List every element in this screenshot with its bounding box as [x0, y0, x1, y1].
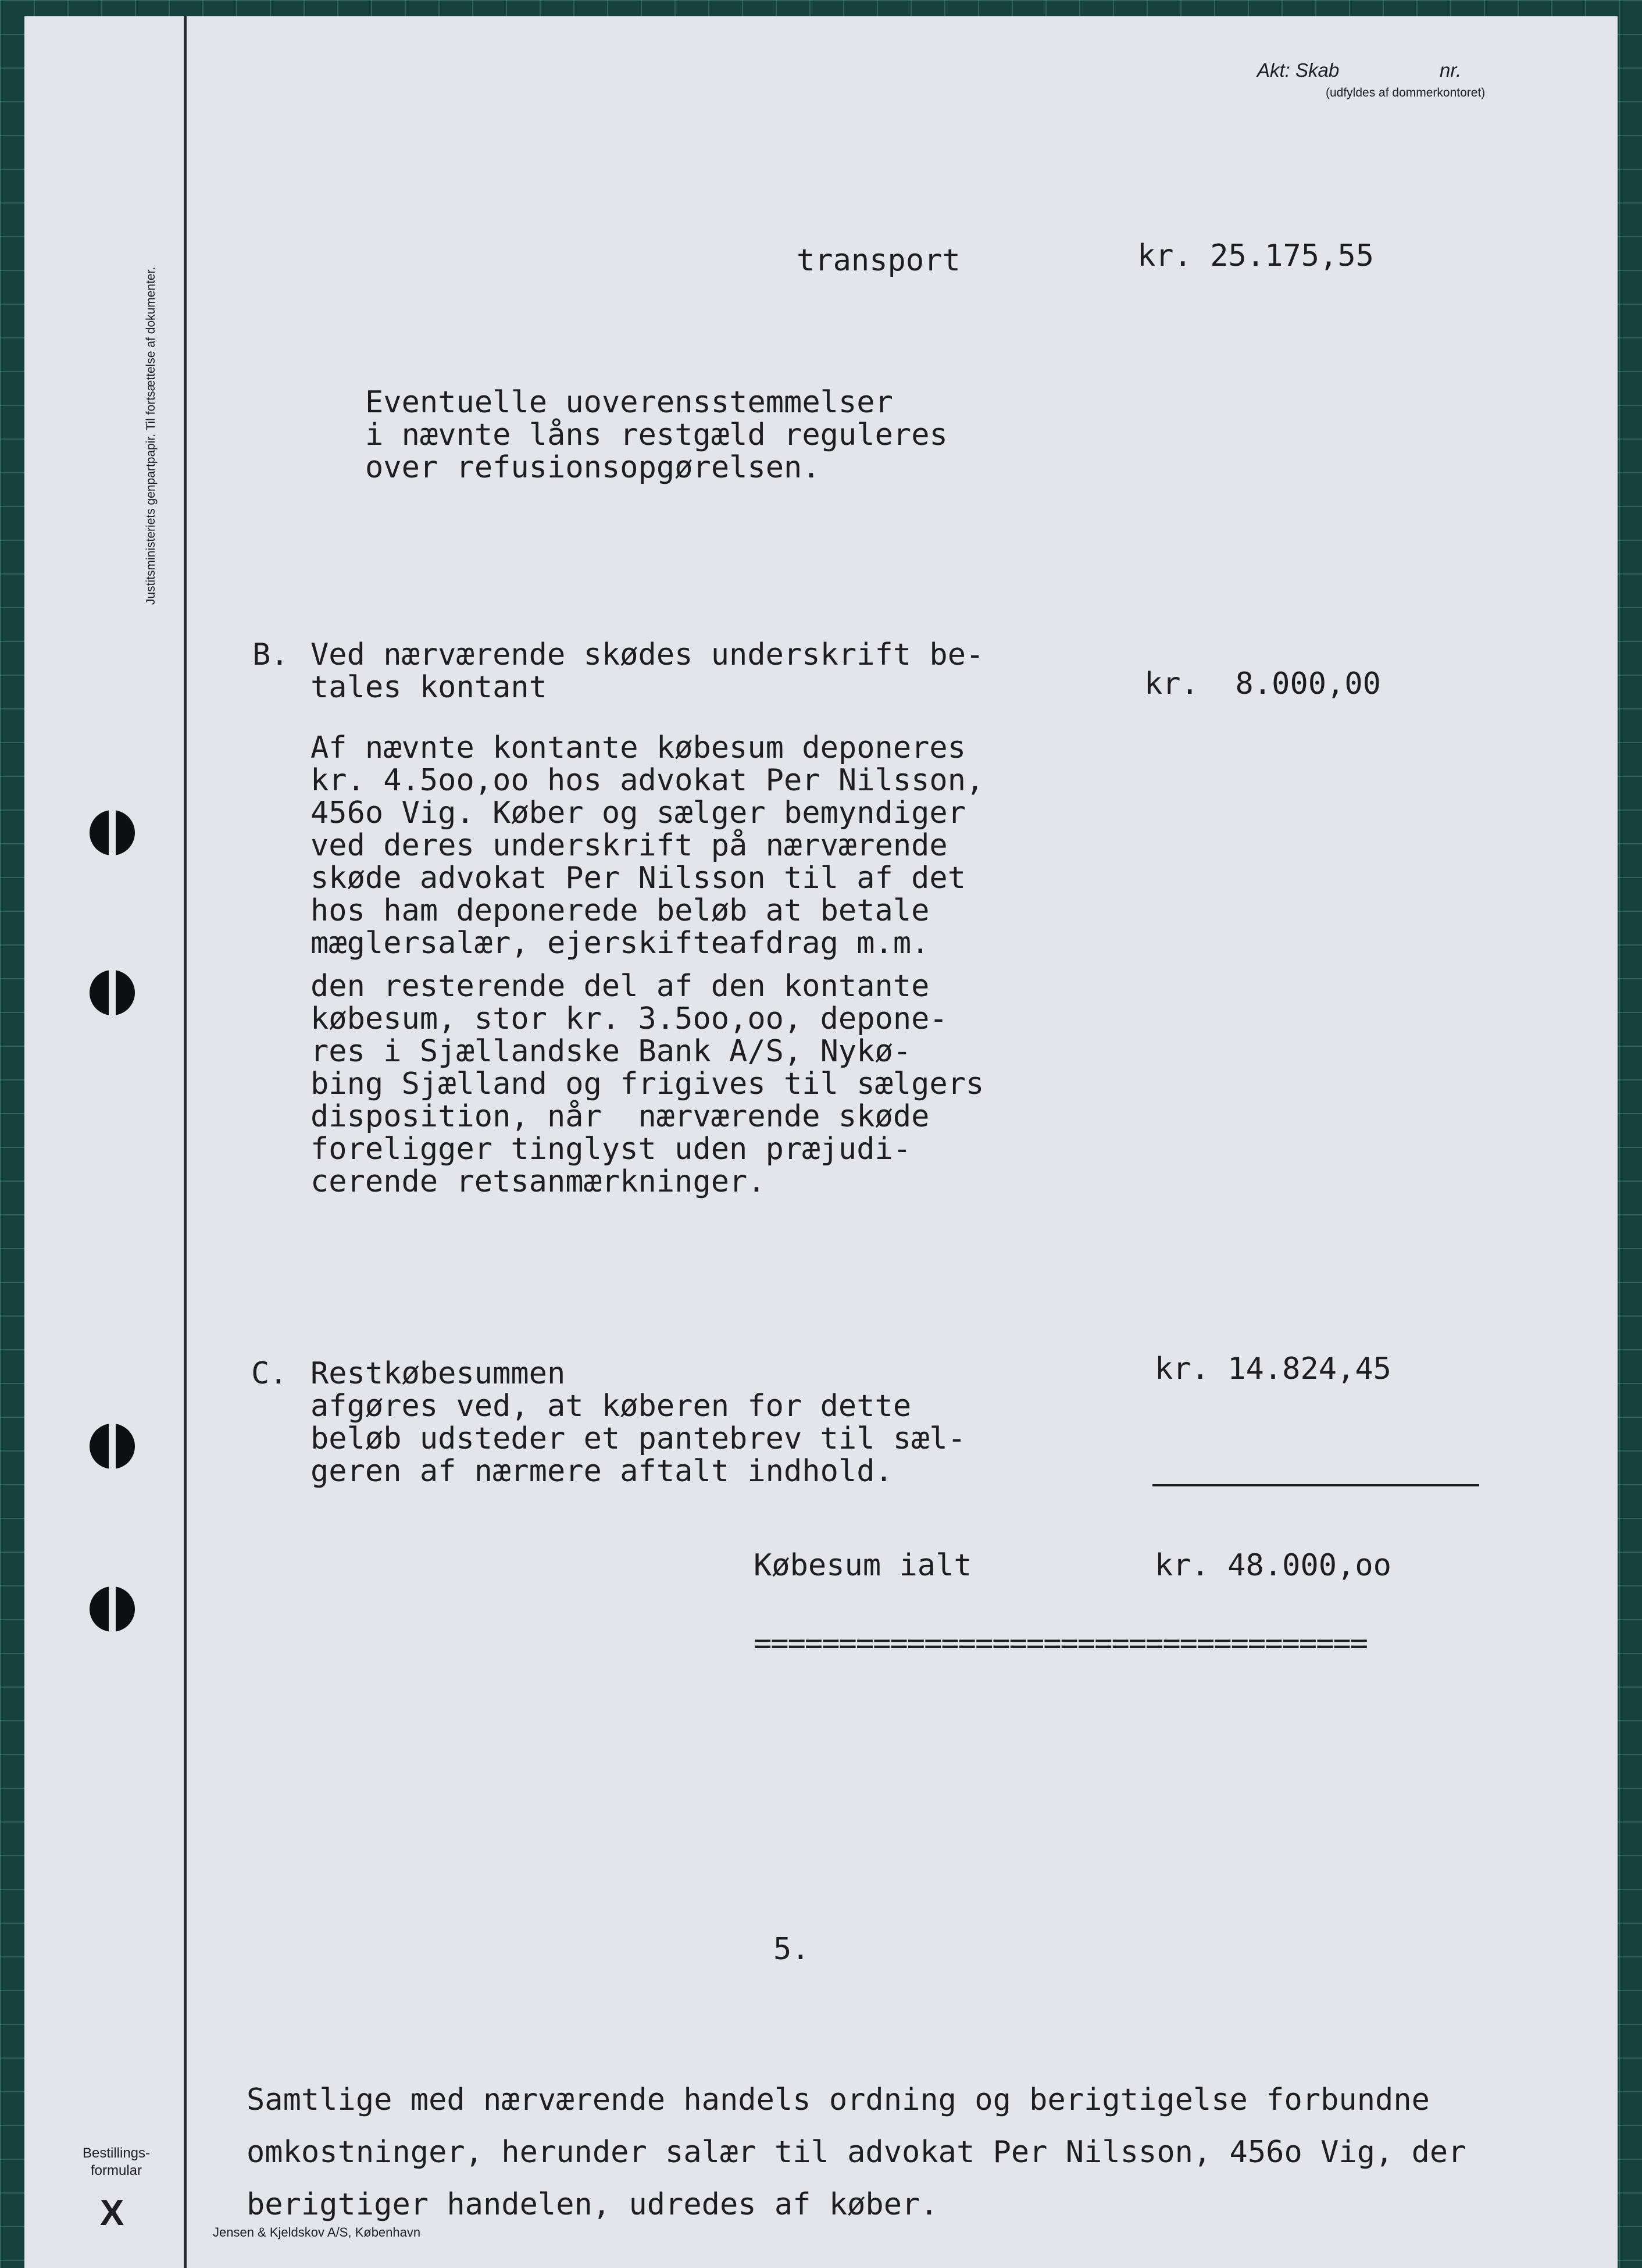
- subtotal-rule: [1152, 1484, 1479, 1486]
- text-line: Eventuelle uoverensstemmelser: [365, 385, 893, 420]
- intro-paragraph: [365, 386, 948, 484]
- header-note: (udfyldes af dommerkontoret): [1326, 86, 1486, 99]
- text-line: Samtlige med nærværende handels ordning og berigtigelse forbundne: [247, 2082, 1430, 2117]
- text-line: res i Sjællandske Bank A/S, Nykø-: [310, 1034, 912, 1069]
- publisher-imprint: Jensen & Kjeldskov A/S, København: [213, 2225, 421, 2240]
- text-line: mæglersalær, ejerskifteafdrag m.m.: [310, 926, 930, 961]
- total-label: Købesum ialt: [754, 1548, 972, 1583]
- punch-hole: [90, 1424, 135, 1469]
- text-line: foreligger tinglyst uden præjudi-: [310, 1132, 912, 1167]
- section-b-paragraph-1: [310, 732, 984, 960]
- section-b-paragraph-2: [310, 970, 984, 1198]
- section-b-heading: [310, 639, 984, 704]
- section-c-amount: kr. 14.824,45: [1155, 1351, 1391, 1386]
- text-line: skøde advokat Per Nilsson til af det: [310, 861, 966, 896]
- text-line: kr. 4.5oo,oo hos advokat Per Nilsson,: [310, 763, 984, 798]
- text-line: tales kontant: [310, 670, 547, 705]
- punch-hole: [90, 810, 135, 855]
- order-mark: X: [100, 2193, 124, 2233]
- section-c-paragraph: [310, 1357, 966, 1488]
- text-line: Af nævnte kontante købesum deponeres: [310, 730, 966, 765]
- total-amount: kr. 48.000,oo: [1155, 1548, 1391, 1583]
- akt-skab-label: Akt: Skab: [1257, 59, 1340, 81]
- text-line: den resterende del af den kontante: [310, 969, 930, 1004]
- text-line: beløb udsteder et pantebrev til sæl-: [310, 1421, 966, 1456]
- bestillings-formular-label: Bestillings- formular: [82, 2145, 151, 2178]
- text-line: cerende retsanmærkninger.: [310, 1164, 766, 1199]
- text-line: købesum, stor kr. 3.5oo,oo, depone-: [310, 1001, 948, 1036]
- text-line: afgøres ved, at køberen for dette: [310, 1389, 912, 1424]
- text-line: i nævnte låns restgæld reguleres: [365, 418, 948, 452]
- total-double-rule: ====================================: [754, 1626, 1368, 1661]
- transport-label: transport: [797, 243, 961, 278]
- text-line: hos ham deponerede beløb at betale: [310, 893, 930, 928]
- text-line: bing Sjælland og frigives til sælgers: [310, 1067, 984, 1101]
- margin-rule: [184, 16, 187, 2268]
- section-5-number: 5.: [773, 1932, 810, 1967]
- nr-label: nr.: [1440, 59, 1462, 81]
- text-line: omkostninger, herunder salær til advokat Per Nilsson, 456o Vig, der: [247, 2135, 1466, 2170]
- section-c-letter: C.: [251, 1356, 288, 1391]
- text-line: disposition, når nærværende skøde: [310, 1099, 930, 1134]
- punch-hole: [90, 970, 135, 1015]
- punch-hole: [90, 1586, 135, 1632]
- text-line: 456o Vig. Køber og sælger bemyndiger: [310, 796, 966, 830]
- text-line: over refusionsopgørelsen.: [365, 450, 820, 485]
- text-line: berigtiger handelen, udredes af køber.: [247, 2187, 938, 2222]
- margin-vertical-text: Justitsministeriets genpartpapir. Til fortsættelse af dokumenter.: [144, 266, 158, 605]
- text-line: Ved nærværende skødes underskrift be-: [310, 637, 984, 672]
- section-b-letter: B.: [252, 637, 289, 672]
- transport-amount: kr. 25.175,55: [1137, 238, 1374, 273]
- text-line: ved deres underskrift på nærværende: [310, 828, 948, 863]
- text-line: Restkøbesummen: [310, 1356, 566, 1391]
- section-b-amount: kr. 8.000,00: [1144, 666, 1381, 701]
- text-line: geren af nærmere aftalt indhold.: [310, 1454, 893, 1489]
- document-page: [24, 16, 1618, 2268]
- section-5-paragraph: [247, 2074, 1466, 2231]
